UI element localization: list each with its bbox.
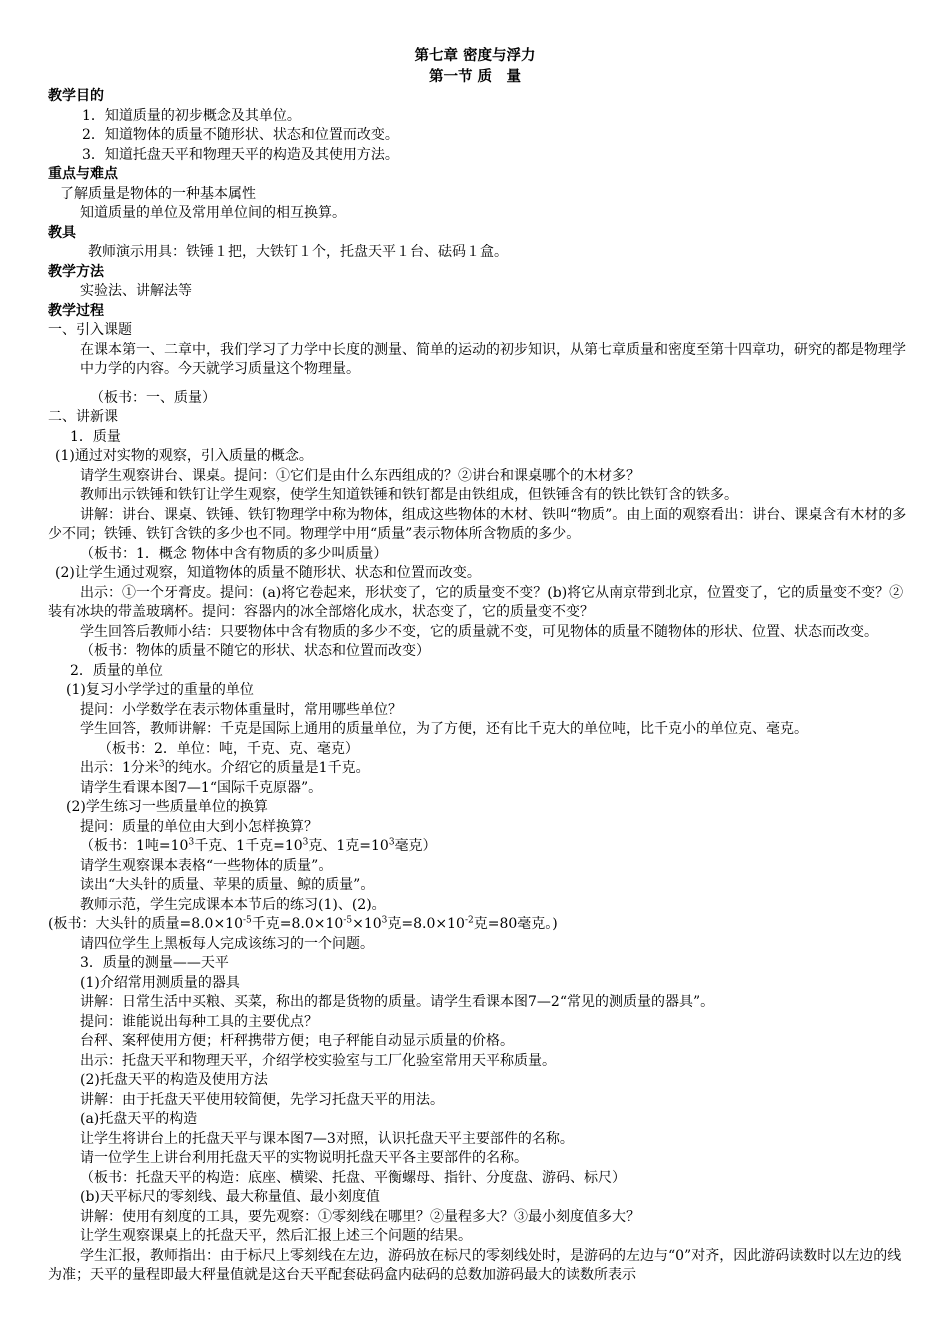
chapter-title: 第七章 密度与浮力: [414, 47, 536, 64]
superscript: 3: [381, 915, 388, 926]
board-note: （板书：物体的质量不随它的形状、状态和位置而改变）: [80, 643, 430, 659]
paragraph: (2)学生练习一些质量单位的换算: [66, 799, 268, 815]
superscript: -5: [343, 915, 353, 926]
text-run: 的纯水。介绍它的质量是1千克。: [164, 760, 370, 776]
heading-tools: 教具: [48, 224, 76, 241]
goal-item: 1．知道质量的初步概念及其单位。: [82, 107, 301, 124]
paragraph: 提问：质量的单位由大到小怎样换算？: [80, 818, 318, 835]
superscript: -2: [464, 915, 474, 926]
superscript: 3: [188, 837, 195, 848]
paragraph: 讲解：由于托盘天平使用较简便，先学习托盘天平的用法。: [80, 1091, 444, 1108]
paragraph: (1)通过对实物的观察，引入质量的概念。: [55, 448, 313, 464]
paragraph: 学生回答，教师讲解：千克是国际上通用的质量单位，为了方便，还有比千克大的单位吨，比千克小的单位克、毫克。: [80, 721, 808, 737]
paragraph: 让学生将讲台上的托盘天平与课本图7—3对照，认识托盘天平主要部件的名称。: [80, 1130, 574, 1147]
paragraph: 出示：①一个牙膏皮。提问：(a)将它卷起来，形状变了，它的质量变不变？(b)将它从南京带到北京，位置变了，它的质量变不变？②装有冰块的带盖玻璃杯。提问：容器内的冰全部熔化成水，状态变了，它的质量变不变？: [48, 584, 904, 620]
text-run: (板书：大头针的质量=8.0×10: [48, 916, 244, 932]
board-note: （板书：托盘天平的构造：底座、横梁、托盘、平衡螺母、指针、分度盘、游码、标尺）: [80, 1169, 626, 1186]
text-run: 克、1克=10: [308, 838, 389, 854]
text-run: 毫克）: [394, 838, 437, 854]
paragraph: 讲解：讲台、课桌、铁锤、铁钉物理学中称为物体，组成这些物体的木材、铁叫“物质”。由上面的观察看出：讲台、课桌含有木材的多少不同；铁锤、铁钉含铁的多少也不同。物理学中用“质量”表示物体所含物质的多少。: [48, 506, 907, 542]
text-run: 千克=8.0×10: [251, 916, 344, 932]
superscript: -5: [243, 915, 252, 926]
paragraph: 台秤、案秤使用方便；杆秤携带方便；电子秤能自动显示质量的价格。: [80, 1033, 514, 1049]
subsection-title: 1．质量: [70, 428, 121, 445]
part1-title: 一、引入课题: [48, 322, 132, 338]
text-run: 千克、1千克=10: [194, 838, 303, 854]
part1-paragraph: 在课本第一、二章中，我们学习了力学中长度的测量、简单的运动的初步知识，从第七章质量和密度至第十四章功，研究的都是物理学中力学的内容。今天就学习质量这个物理量。: [80, 341, 906, 377]
paragraph: 学生汇报，教师指出：由于标尺上零刻线在左边，游码放在标尺的零刻线处时，是游码的左边与“0”对齐，因此游码读数时以左边的线为准；天平的量程即最大秤量值就是这台天平配套砝码盒内砝码的总数加游码最大的读数所表示: [48, 1247, 902, 1283]
paragraph: (2)托盘天平的构造及使用方法: [80, 1072, 268, 1088]
paragraph: 出示：托盘天平和物理天平，介绍学校实验室与工厂化验室常用天平称质量。: [80, 1052, 556, 1069]
text-run: 克=80毫克。): [473, 916, 558, 932]
board-note: （板书：2．单位：吨，千克、克、毫克）: [98, 740, 359, 757]
paragraph: (1)介绍常用测质量的器具: [80, 974, 240, 991]
paragraph: (b)天平标尺的零刻线、最大称量值、最小刻度值: [80, 1189, 380, 1205]
text-run: （板书：1吨=10: [80, 838, 189, 854]
paragraph: 请一位学生上讲台利用托盘天平的实物说明托盘天平各主要部件的名称。: [80, 1150, 528, 1166]
paragraph: 教师示范，学生完成课本本节后的练习(1)、(2)。: [80, 896, 386, 913]
paragraph: 讲解：使用有刻度的工具，要先观察：①零刻线在哪里？②量程多大？③最小刻度值多大？: [80, 1208, 640, 1225]
board-note: （板书：一、质量）: [90, 389, 216, 406]
paragraph: 提问：谁能说出每种工具的主要优点？: [80, 1013, 318, 1030]
heading-process: 教学过程: [48, 302, 104, 319]
subsection-title: 3．质量的测量——天平: [80, 955, 229, 971]
paragraph: 让学生观察课桌上的托盘天平，然后汇报上述三个问题的结果。: [80, 1228, 472, 1244]
paragraph: 提问：小学数学在表示物体重量时，常用哪些单位？: [80, 701, 402, 718]
paragraph: 请学生观察课本表格“一些物体的质量”。: [80, 857, 333, 874]
superscript: 3: [388, 837, 395, 848]
goal-item: 2．知道物体的质量不随形状、状态和位置而改变。: [82, 127, 399, 143]
paragraph: (a)托盘天平的构造: [80, 1111, 198, 1127]
part2-title: 二、讲新课: [48, 409, 118, 425]
paragraph: [80, 759, 950, 779]
board-note: [80, 837, 950, 857]
paragraph: 学生回答后教师小结：只要物体中含有物质的多少不变，它的质量就不变，可见物体的质量不随物体的形状、位置、状态而改变。: [80, 623, 878, 640]
goal-item: 3．知道托盘天平和物理天平的构造及其使用方法。: [82, 146, 399, 163]
key-point: 知道质量的单位及常用单位间的相互换算。: [80, 205, 346, 221]
method-text: 实验法、讲解法等: [80, 283, 192, 299]
text-run: ×10: [352, 916, 382, 932]
paragraph: 请四位学生上黑板每人完成该练习的一个问题。: [80, 935, 374, 952]
superscript: 3: [302, 837, 309, 848]
paragraph: 请学生观察讲台、课桌。提问：①它们是由什么东西组成的？②讲台和课桌哪个的木材多？: [80, 467, 640, 484]
tools-text: 教师演示用具：铁锤１把，大铁钉１个，托盘天平１台、砝码１盒。: [88, 244, 508, 260]
board-note: [48, 915, 950, 935]
heading-goals: 教学目的: [48, 88, 104, 104]
section-title: 第一节 质 量: [428, 68, 522, 85]
text-run: 克=8.0×10: [387, 916, 465, 932]
key-point: 了解质量是物体的一种基本属性: [60, 185, 256, 202]
paragraph: 请学生看课本图7—1“国际千克原器”。: [80, 779, 323, 796]
heading-key-points: 重点与难点: [48, 166, 118, 182]
text-run: 出示：1分米: [80, 760, 159, 776]
paragraph: (2)让学生通过观察，知道物体的质量不随形状、状态和位置而改变。: [55, 565, 481, 581]
paragraph: (1)复习小学学过的重量的单位: [66, 682, 254, 698]
paragraph: 教师出示铁锤和铁钉让学生观察，使学生知道铁锤和铁钉都是由铁组成，但铁锤含有的铁比铁钉含的铁多。: [80, 487, 738, 503]
paragraph: 讲解：日常生活中买粮、买菜，称出的都是货物的质量。请学生看课本图7—2“常见的测质量的器具”。: [80, 994, 715, 1010]
board-note: （板书：1．概念 物体中含有物质的多少叫质量）: [80, 545, 388, 562]
superscript: 3: [158, 759, 165, 770]
heading-method: 教学方法: [48, 263, 104, 280]
paragraph: 读出“大头针的质量、苹果的质量、鲸的质量”。: [80, 877, 375, 893]
subsection-title: 2．质量的单位: [70, 662, 163, 679]
